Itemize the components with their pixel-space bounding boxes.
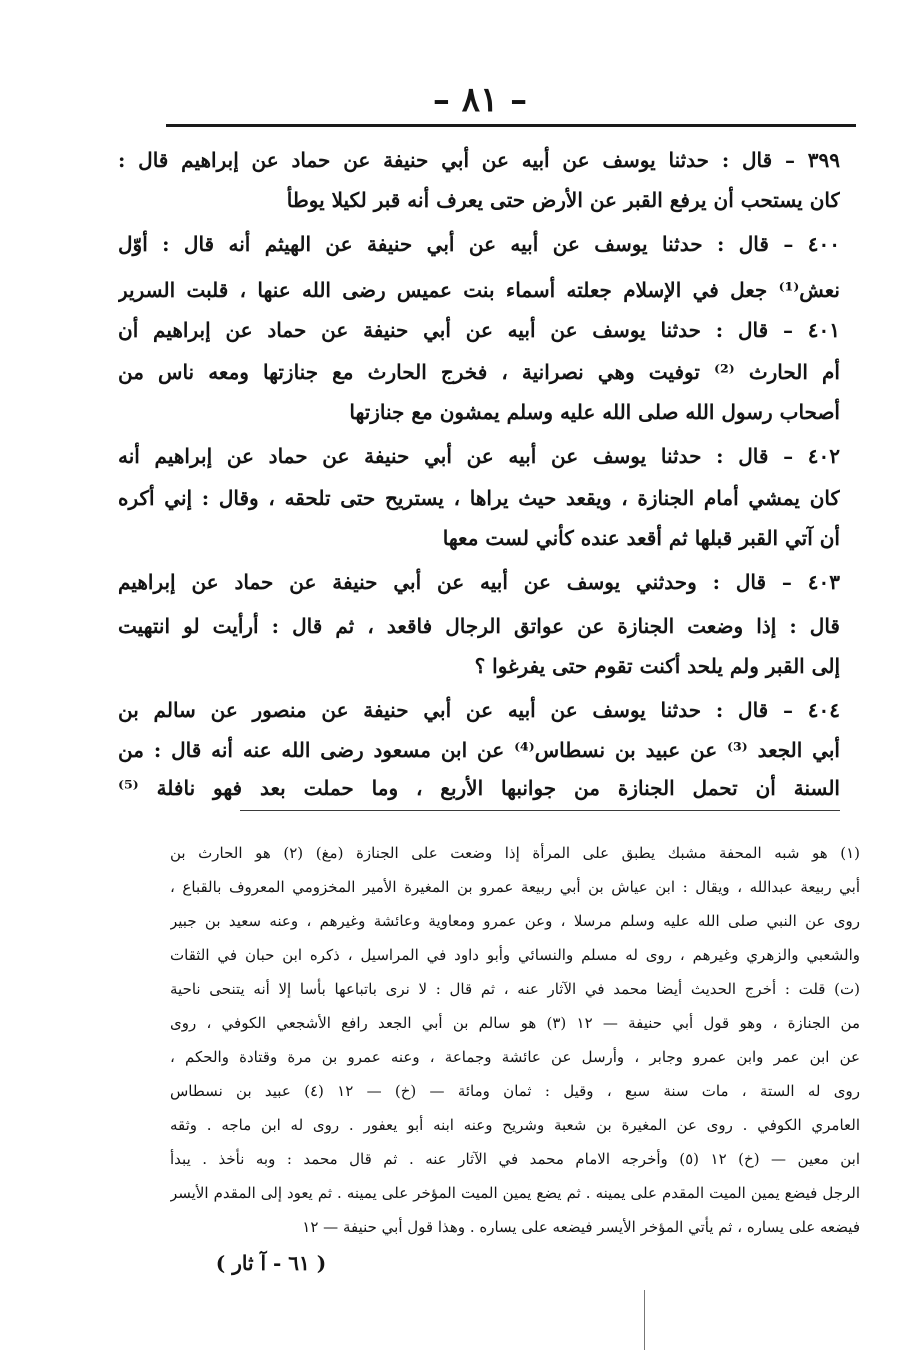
text-line: إلى القبر ولم يلحد أكنت تقوم حتى يفرغوا ؟ — [474, 654, 840, 678]
header-rule — [166, 124, 856, 127]
footnote-line: (ت) قلت : أخرج الحديث أيضا محمد في الآثار عنه ، ثم قال : لا نرى باتباعها بأسا إلا أنه يتنحى ناحية — [170, 980, 860, 998]
text-line: كان يمشي أمام الجنازة ، ويقعد حيث يراها ، يستريح حتى تلحقه ، وقال : إني أكره — [118, 486, 840, 510]
footnote-line: والشعبي والزهري وغيرهم ، روى له مسلم والنسائي وأبو داود في المراسيل ، ذكره ابن حبان في الثقات — [170, 946, 860, 964]
text-line: السنة أن تحمل الجنازة من جوانبها الأربع ، وما حملت بعد فهو نافلة ⁽⁵⁾ — [118, 776, 840, 800]
footnote-line: روى له الستة ، مات سنة سبع ، وقيل : ثمان ومائة — (خ) — ١٢ (٤) عبيد بن نسطاس — [170, 1082, 860, 1100]
text-line: أبي الجعد ⁽³⁾ عن عبيد بن نسطاس⁽⁴⁾ عن ابن مسعود رضى الله عنه أنه قال : من — [118, 738, 840, 762]
footnote-line: العامري الكوفي . روى عن المغيرة بن شعبة وشريح وعنه ابنه أبو يعفور . روى له ابن ماجه . وثقه — [170, 1116, 860, 1134]
text-line: أن آتي القبر قبلها ثم أقعد عنده كأني لست معها — [442, 526, 840, 550]
text-line: ٤٠١ – قال : حدثنا يوسف عن أبيه عن أبي حنيفة عن حماد عن إبراهيم أن — [118, 318, 840, 342]
page-number: – ٨١ – — [432, 80, 528, 120]
text-line: ٣٩٩ – قال : حدثنا يوسف عن أبيه عن أبي حنيفة عن حماد عن إبراهيم قال : — [118, 148, 840, 172]
text-line: كان يستحب أن يرفع القبر عن الأرض حتى يعرف أنه قبر لكيلا يوطأ — [286, 188, 840, 212]
footnote-line: أبي ربيعة عبدالله ، ويقال : ابن عياش بن أبي ربيعة عمرو بن المغيرة الأمير المخزومي المعروف بالقباع ، — [170, 878, 860, 896]
text-line: أم الحارث ⁽²⁾ توفيت وهي نصرانية ، فخرج الحارث مع جنازتها ومعه ناس من — [118, 360, 840, 384]
footnote-line: فيضعه على يساره ، ثم يأتي المؤخر الأيسر فيضعه على يساره . وهذا قول أبي حنيفة — ١٢ — [302, 1218, 860, 1236]
text-line: ٤٠٣ – قال : وحدثني يوسف عن أبيه عن أبي حنيفة عن حماد عن إبراهيم — [118, 570, 840, 594]
footnote-line: عن ابن عمر وابن عمرو وجابر ، وأرسل عن عائشة وجماعة ، وعنه عمرو بن مرة وقتادة والحكم ، — [170, 1048, 860, 1066]
footnote-line: من الجنازة ، وهو قول أبي حنيفة — ١٢ (٣) هو سالم بن أبي الجعد رافع الأشجعي الكوفي ، روى — [170, 1014, 860, 1032]
footnote-line: روى عن النبي صلى الله عليه وسلم مرسلا ، وعن عمرو ومعاوية وعائشة وغيرهم ، وعنه سعيد بن جبير — [170, 912, 860, 930]
footnote-line: ابن معين — (خ) ١٢ (٥) وأخرجه الامام محمد في الآثار عنه . ثم قال محمد : وبه نأخذ . يبدأ — [170, 1150, 860, 1168]
text-line: ٤٠٢ – قال : حدثنا يوسف عن أبيه عن أبي حنيفة عن حماد عن إبراهيم أنه — [118, 444, 840, 468]
footnote-line: الرجل فيضع يمين الميت المقدم على يمينه . ثم يضع يمين الميت المؤخر على يمينه . ثم يعود إلى المقدم الأيسر — [170, 1184, 860, 1202]
margin-line — [644, 1290, 645, 1350]
text-line: أصحاب رسول الله صلى الله عليه وسلم يمشون مع جنازتها — [349, 400, 840, 424]
text-line: ٤٠٠ – قال : حدثنا يوسف عن أبيه عن أبي حنيفة عن الهيثم أنه قال : أوّل — [118, 232, 840, 256]
footnote-divider — [240, 810, 840, 811]
signature-mark: ( ٦١ - آ ثار ) — [215, 1251, 327, 1275]
text-line: نعش⁽¹⁾ جعل في الإسلام جعلته أسماء بنت عميس رضى الله عنها ، قلبت السرير — [118, 278, 840, 302]
text-line: ٤٠٤ – قال : حدثنا يوسف عن أبيه عن أبي حنيفة عن منصور عن سالم بن — [118, 698, 840, 722]
text-line: قال : إذا وضعت الجنازة عن عواتق الرجال فاقعد ، ثم قال : أرأيت لو انتهيت — [118, 614, 840, 638]
footnote-line: (١) هو شبه المحفة مشبك يطبق على المرأة إذا وضعت على الجنازة (مغ) (٢) هو الحارث بن — [170, 844, 860, 862]
